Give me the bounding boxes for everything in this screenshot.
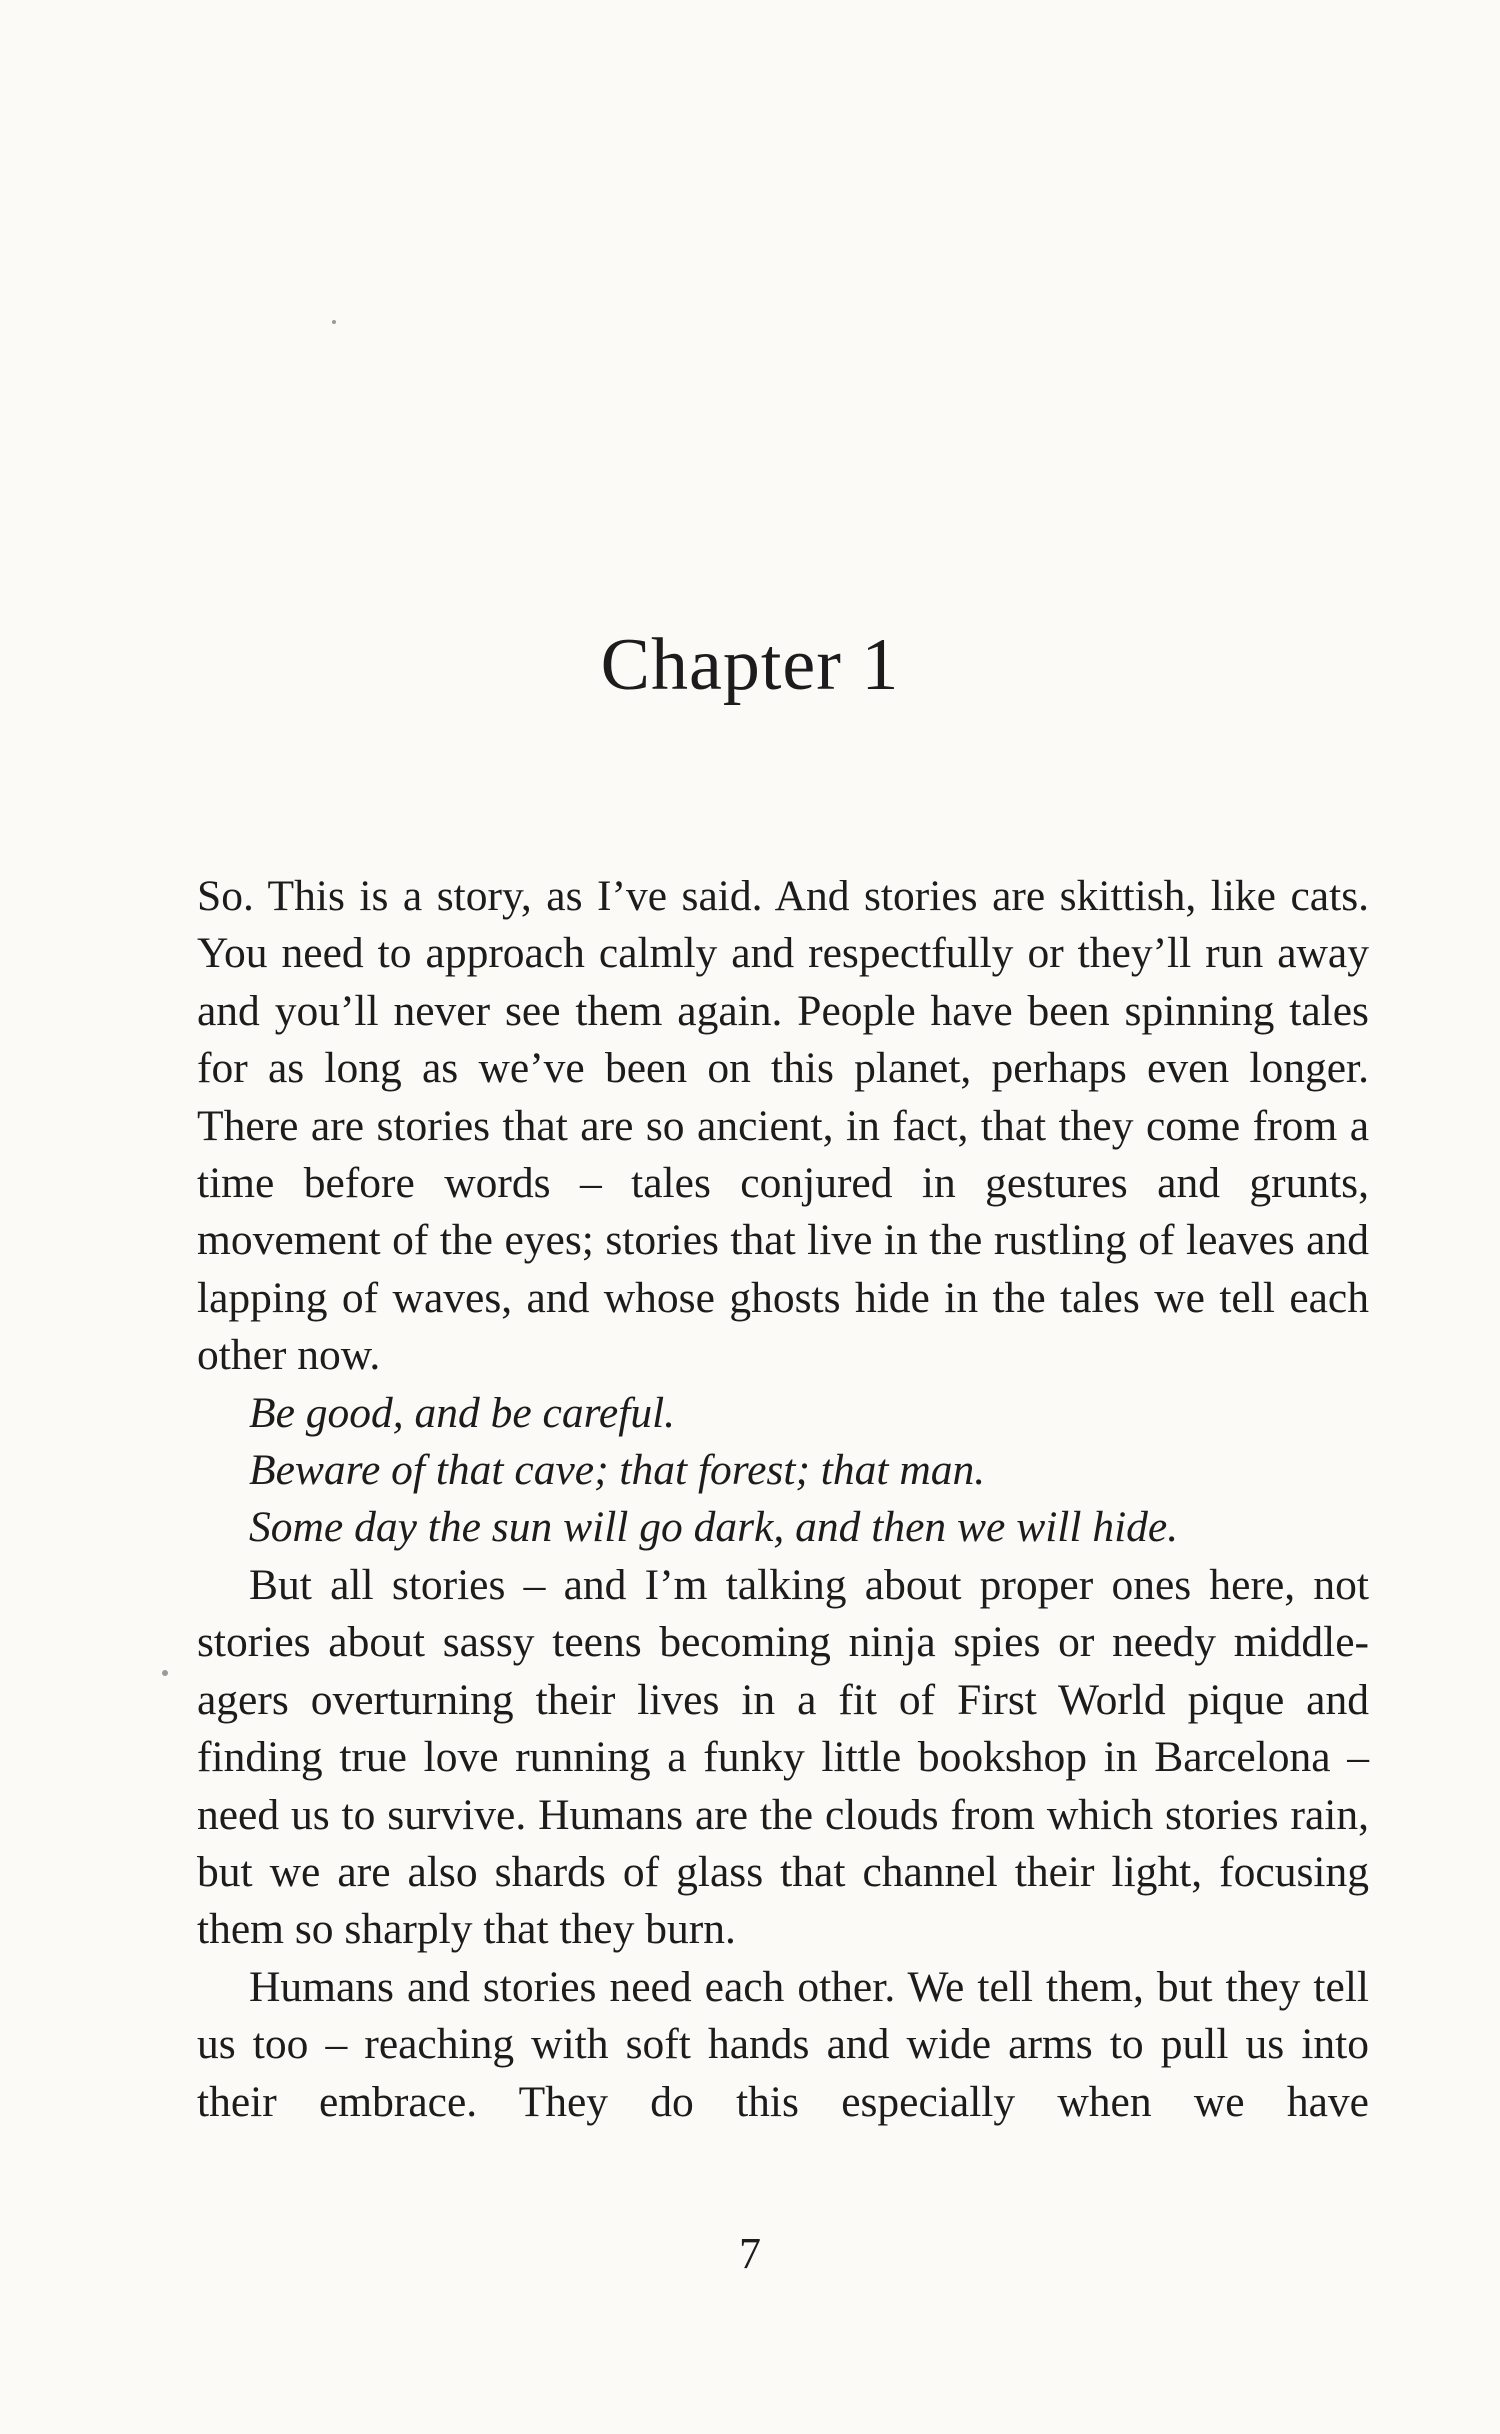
italic-line: Be good, and be careful. [249, 1388, 676, 1437]
paper-speck [162, 1670, 168, 1676]
page-number: 7 [739, 2229, 761, 2278]
paragraph: But all stories – and I’m talking about proper ones here, not stories about sassy teens becoming ninja spies or needy middle-agers overturning their lives in a fit of First World pique and finding true love running a funky little bookshop in Barcelona – need us to survive. Humans are the clouds from which stories rain, but we are also shards of glass that channel their light, focusing them so sharply that they burn. [197, 1560, 1369, 1954]
paper-speck [332, 320, 336, 324]
body-text [197, 868, 1369, 2131]
chapter-title: Chapter 1 [600, 624, 900, 706]
paragraph-opening: So. This is a story, as I’ve said. And stories are skittish, like cats. You need to approach calmly and respectfully or they’ll run away and you’ll never see them again. People have been spinning tales for as long as we’ve been on this planet, perhaps even longer. There are stories that are so ancient, in fact, that they come from a time before words – tales conjured in gestures and grunts, movement of the eyes; stories that live in the rustling of leaves and lapping of waves, and whose ghosts hide in the tales we tell each other now. [197, 872, 1369, 1380]
italic-line: Beware of that cave; that forest; that man. [249, 1446, 986, 1495]
paragraph-continued: Humans and stories need each other. We tell them, but they tell us too – reaching with soft hands and wide arms to pull us into their embrace. They do this especially when we have [197, 1962, 1369, 2126]
italic-line: Some day the sun will go dark, and then we will hide. [249, 1503, 1179, 1552]
